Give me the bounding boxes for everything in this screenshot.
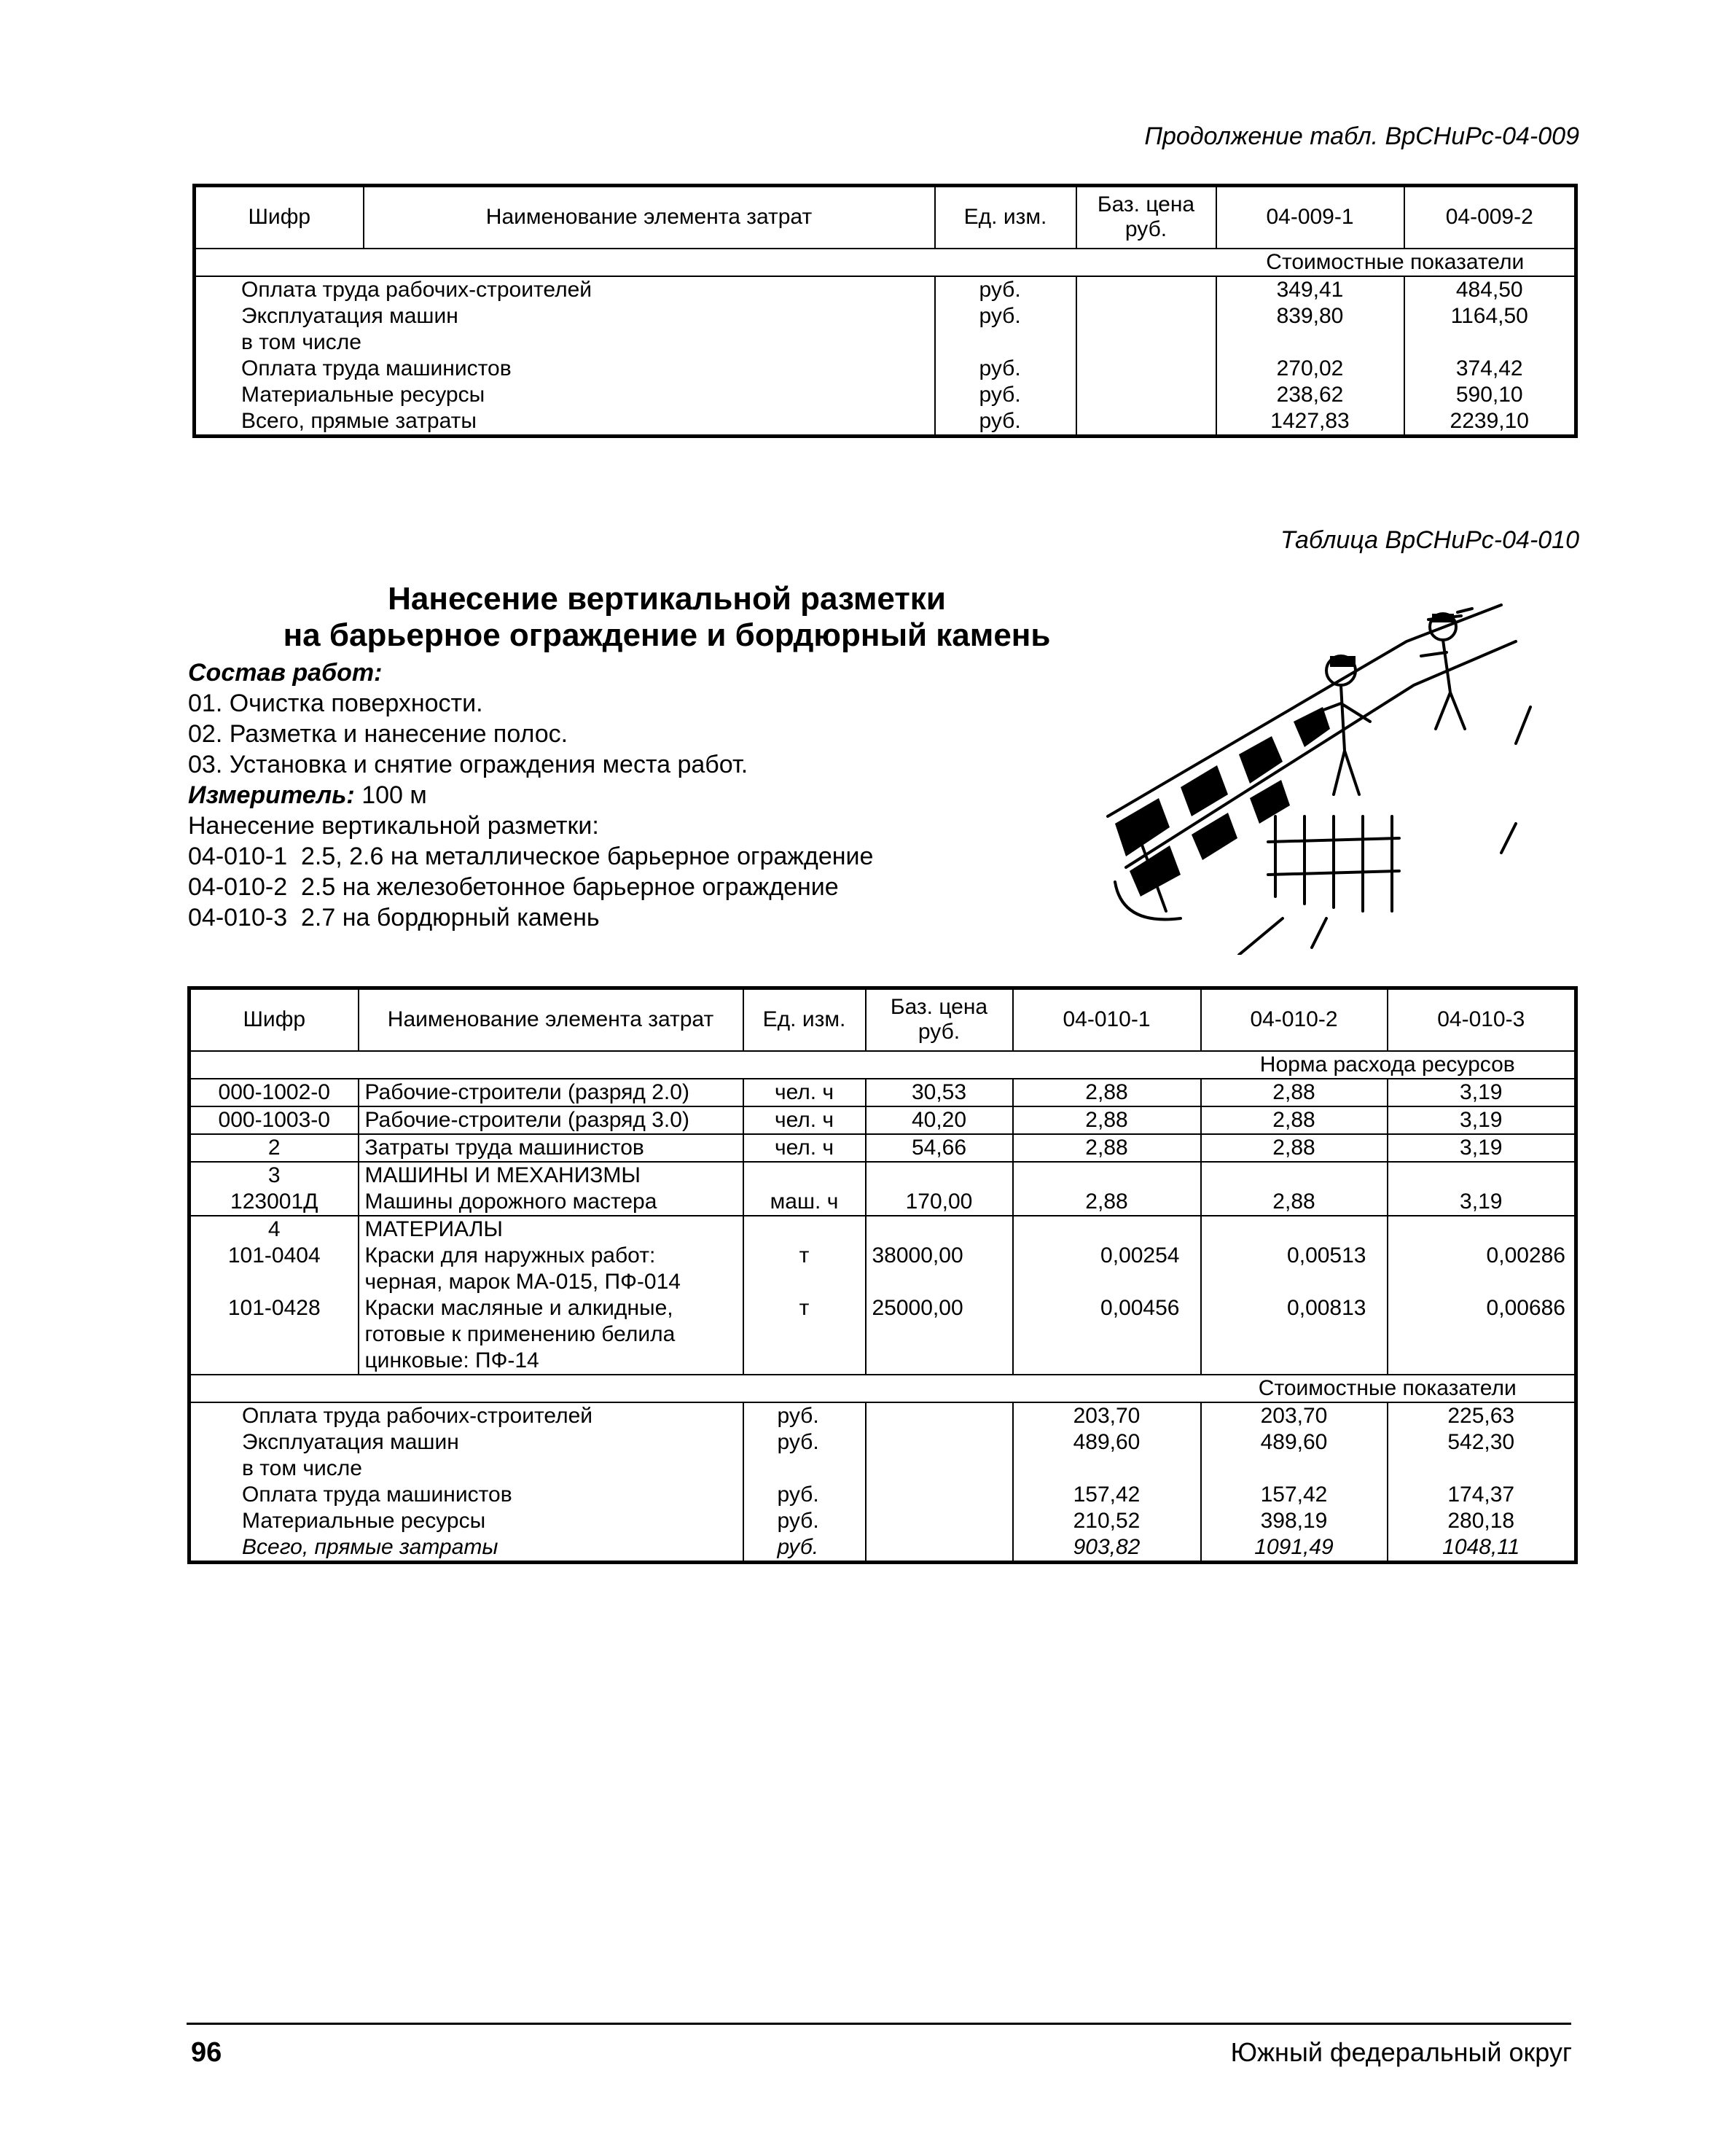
- table-row: Материальные ресурсы руб. 238,62 590,10: [195, 382, 1576, 408]
- col-header-price: Баз. цена руб.: [866, 988, 1013, 1051]
- col-header-name: Наименование элемента затрат: [359, 988, 743, 1051]
- table-row: 123001Д Машины дорожного мастера маш. ч 170,00 2,88 2,88 3,19: [189, 1189, 1576, 1216]
- workers-painting-barrier-illustration: [1093, 576, 1560, 955]
- norm-label: Норма расхода ресурсов: [1201, 1051, 1576, 1079]
- footer-region: Южный федеральный округ: [1230, 2037, 1572, 2067]
- section-title-line1: Нанесение вертикальной разметки: [388, 581, 946, 617]
- table-04-009: [192, 184, 1578, 438]
- markings-intro: Нанесение вертикальной разметки:: [188, 812, 599, 840]
- continuation-caption: Продолжение табл. ВрСНиРс-04-009: [1144, 122, 1579, 150]
- work-step: 03. Установка и снятие ограждения места работ.: [188, 751, 748, 778]
- cost-label: Стоимостные показатели: [1201, 1375, 1576, 1402]
- col-header-name: Наименование элемента затрат: [364, 186, 935, 249]
- work-step: 01. Очистка поверхности.: [188, 690, 483, 717]
- section-label: Стоимостные показатели: [1216, 249, 1576, 276]
- table-row: Эксплуатация машин руб. 839,80 1164,50: [195, 303, 1576, 329]
- table-row: Оплата труда рабочих-строителей руб. 349,41 484,50: [195, 276, 1576, 303]
- marking-item: 04-010-2 2.5 на железобетонное барьерное ограждение: [188, 873, 839, 901]
- table-04-010: [187, 986, 1578, 1564]
- section-title-line2: на барьерное ограждение и бордюрный камень: [283, 617, 1051, 653]
- table-row: Всего, прямые затраты руб. 1427,83 2239,10: [195, 408, 1576, 437]
- meter-value: 100 м: [361, 781, 427, 809]
- table-row: 3 МАШИНЫ И МЕХАНИЗМЫ: [189, 1162, 1576, 1189]
- table-row: в том числе: [189, 1456, 1576, 1482]
- table-row: Оплата труда рабочих-строителей руб. 203,70 203,70 225,63: [189, 1402, 1576, 1429]
- table-caption: Таблица ВрСНиРс-04-010: [1280, 526, 1579, 554]
- col-header-price: Баз. цена руб.: [1076, 186, 1216, 249]
- table-row: 4 МАТЕРИАЛЫ: [189, 1216, 1576, 1243]
- col-header-04-009-2: 04-009-2: [1404, 186, 1576, 249]
- page-number: 96: [191, 2037, 222, 2068]
- table-row: 2 Затраты труда машинистов чел. ч 54,66 2,88 2,88 3,19: [189, 1134, 1576, 1162]
- col-header-04-010-3: 04-010-3: [1388, 988, 1576, 1051]
- work-description: [188, 657, 873, 933]
- table-row: Оплата труда машинистов руб. 157,42 157,42 174,37: [189, 1482, 1576, 1508]
- marking-item: 04-010-3 2.7 на бордюрный камень: [188, 904, 600, 931]
- footer-divider: [187, 2023, 1571, 2025]
- table-row: Эксплуатация машин руб. 489,60 489,60 542,30: [189, 1429, 1576, 1456]
- table-row: Всего, прямые затраты руб. 903,82 1091,49 1048,11: [189, 1534, 1576, 1563]
- col-header-04-010-1: 04-010-1: [1013, 988, 1201, 1051]
- composition-label: Состав работ:: [188, 659, 383, 687]
- table-row: 000-1002-0 Рабочие-строители (разряд 2.0) чел. ч 30,53 2,88 2,88 3,19: [189, 1079, 1576, 1106]
- table-row: 101-0428 Краски масляные и алкидные, готовые к применению белила цинковые: ПФ-14 т 25000,00 0,00456 0,00813 0,00686: [189, 1295, 1576, 1375]
- col-header-04-009-1: 04-009-1: [1216, 186, 1404, 249]
- table-row: в том числе: [195, 329, 1576, 356]
- col-header-unit: Ед. изм.: [743, 988, 866, 1051]
- col-header-code: Шифр: [195, 186, 364, 249]
- col-header-unit: Ед. изм.: [935, 186, 1076, 249]
- marking-item: 04-010-1 2.5, 2.6 на металлическое барьерное ограждение: [188, 843, 874, 870]
- col-header-04-010-2: 04-010-2: [1201, 988, 1388, 1051]
- table-row: Материальные ресурсы руб. 210,52 398,19 280,18: [189, 1508, 1576, 1534]
- table-row: 101-0404 Краски для наружных работ: черная, марок МА-015, ПФ-014 т 38000,00 0,00254 0,00513 0,00286: [189, 1243, 1576, 1295]
- table-row: 000-1003-0 Рабочие-строители (разряд 3.0) чел. ч 40,20 2,88 2,88 3,19: [189, 1106, 1576, 1134]
- col-header-code: Шифр: [189, 988, 359, 1051]
- meter-label: Измеритель:: [188, 781, 355, 809]
- work-step: 02. Разметка и нанесение полос.: [188, 720, 568, 748]
- table-row: Оплата труда машинистов руб. 270,02 374,42: [195, 356, 1576, 382]
